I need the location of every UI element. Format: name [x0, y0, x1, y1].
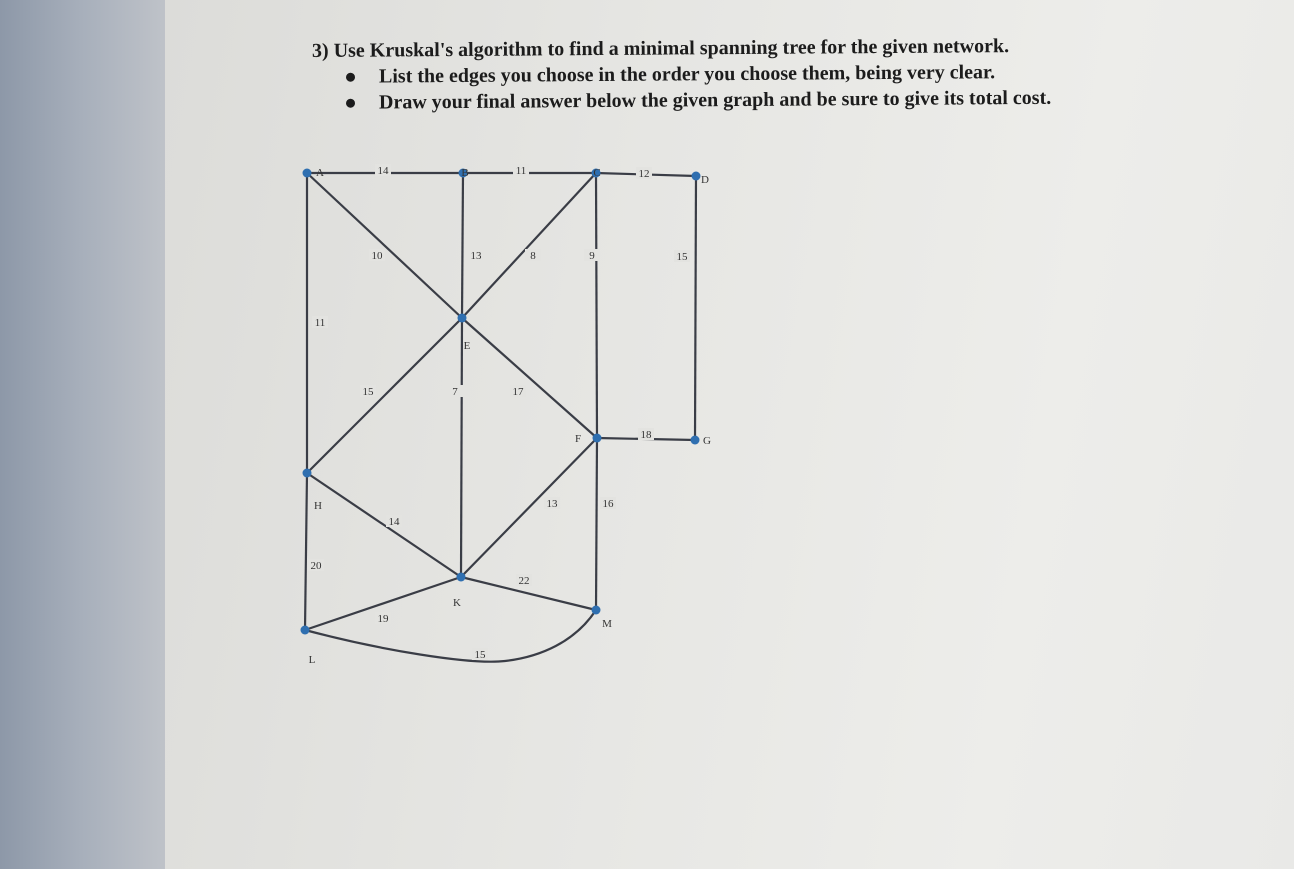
node-f [593, 434, 602, 443]
edge-a-e [307, 173, 462, 318]
question-title: 3) Use Kruskal's algorithm to find a minimal spanning tree for the given network. [311, 35, 1010, 62]
edge-c-f [596, 173, 597, 438]
edge-f-m [596, 438, 597, 610]
node-label-a: A [316, 167, 324, 179]
edge-weight-label: 15 [676, 251, 688, 263]
edge-weight-label: 13 [470, 250, 482, 262]
edge-weight-label: 20 [310, 560, 322, 572]
edge-weight-label: 11 [515, 165, 527, 177]
node-label-h: H [314, 500, 322, 512]
edge-e-k [461, 318, 462, 577]
node-g [691, 436, 700, 445]
node-label-d: D [701, 174, 709, 186]
node-label-c: C [593, 167, 601, 179]
edge-weight-label: 15 [474, 649, 486, 661]
node-k [457, 573, 466, 582]
edge-d-g [695, 176, 696, 440]
node-d [692, 172, 701, 181]
edge-weight-label: 15 [362, 386, 374, 398]
node-label-e: E [463, 340, 471, 352]
edge-weight-label: 22 [518, 575, 530, 587]
node-a [303, 169, 312, 178]
node-label-k: K [453, 597, 461, 609]
edge-weight-label: 10 [371, 250, 383, 262]
node-label-f: F [574, 433, 582, 445]
node-label-g: G [703, 435, 711, 447]
edge-c-e [462, 173, 596, 318]
node-label-m: M [602, 618, 612, 630]
edge-weight-label: 9 [589, 250, 595, 262]
edge-weight-label: 12 [638, 168, 650, 180]
node-label-b: B [461, 167, 469, 179]
edge-b-e [462, 173, 463, 318]
edge-weight-label: 19 [377, 613, 389, 625]
node-h [303, 469, 312, 478]
node-e [458, 314, 467, 323]
edge-weight-label: 16 [602, 498, 614, 510]
node-m [592, 606, 601, 615]
edge-f-k [461, 438, 597, 577]
instruction-text: List the edges you choose in the order you choose them, being very clear. [378, 61, 996, 88]
edge-weight-label: 13 [546, 498, 558, 510]
edge-weight-label: 11 [314, 317, 326, 329]
edge-l-m [305, 610, 596, 662]
node-l [301, 626, 310, 635]
edge-h-k [307, 473, 461, 577]
instruction-text: Draw your final answer below the given graph and be sure to give its total cost. [378, 86, 1052, 114]
edge-weight-label: 8 [530, 250, 536, 262]
edge-e-f [462, 318, 597, 438]
edge-weight-label: 18 [640, 429, 652, 441]
edge-e-h [307, 318, 462, 473]
edges-layer [305, 173, 696, 662]
node-label-l: L [308, 654, 316, 666]
edge-weight-label: 17 [512, 386, 524, 398]
edge-weight-label: 7 [452, 386, 458, 398]
edge-weight-label: 14 [377, 165, 389, 177]
edge-h-l [305, 473, 307, 630]
edge-weight-label: 14 [388, 516, 400, 528]
